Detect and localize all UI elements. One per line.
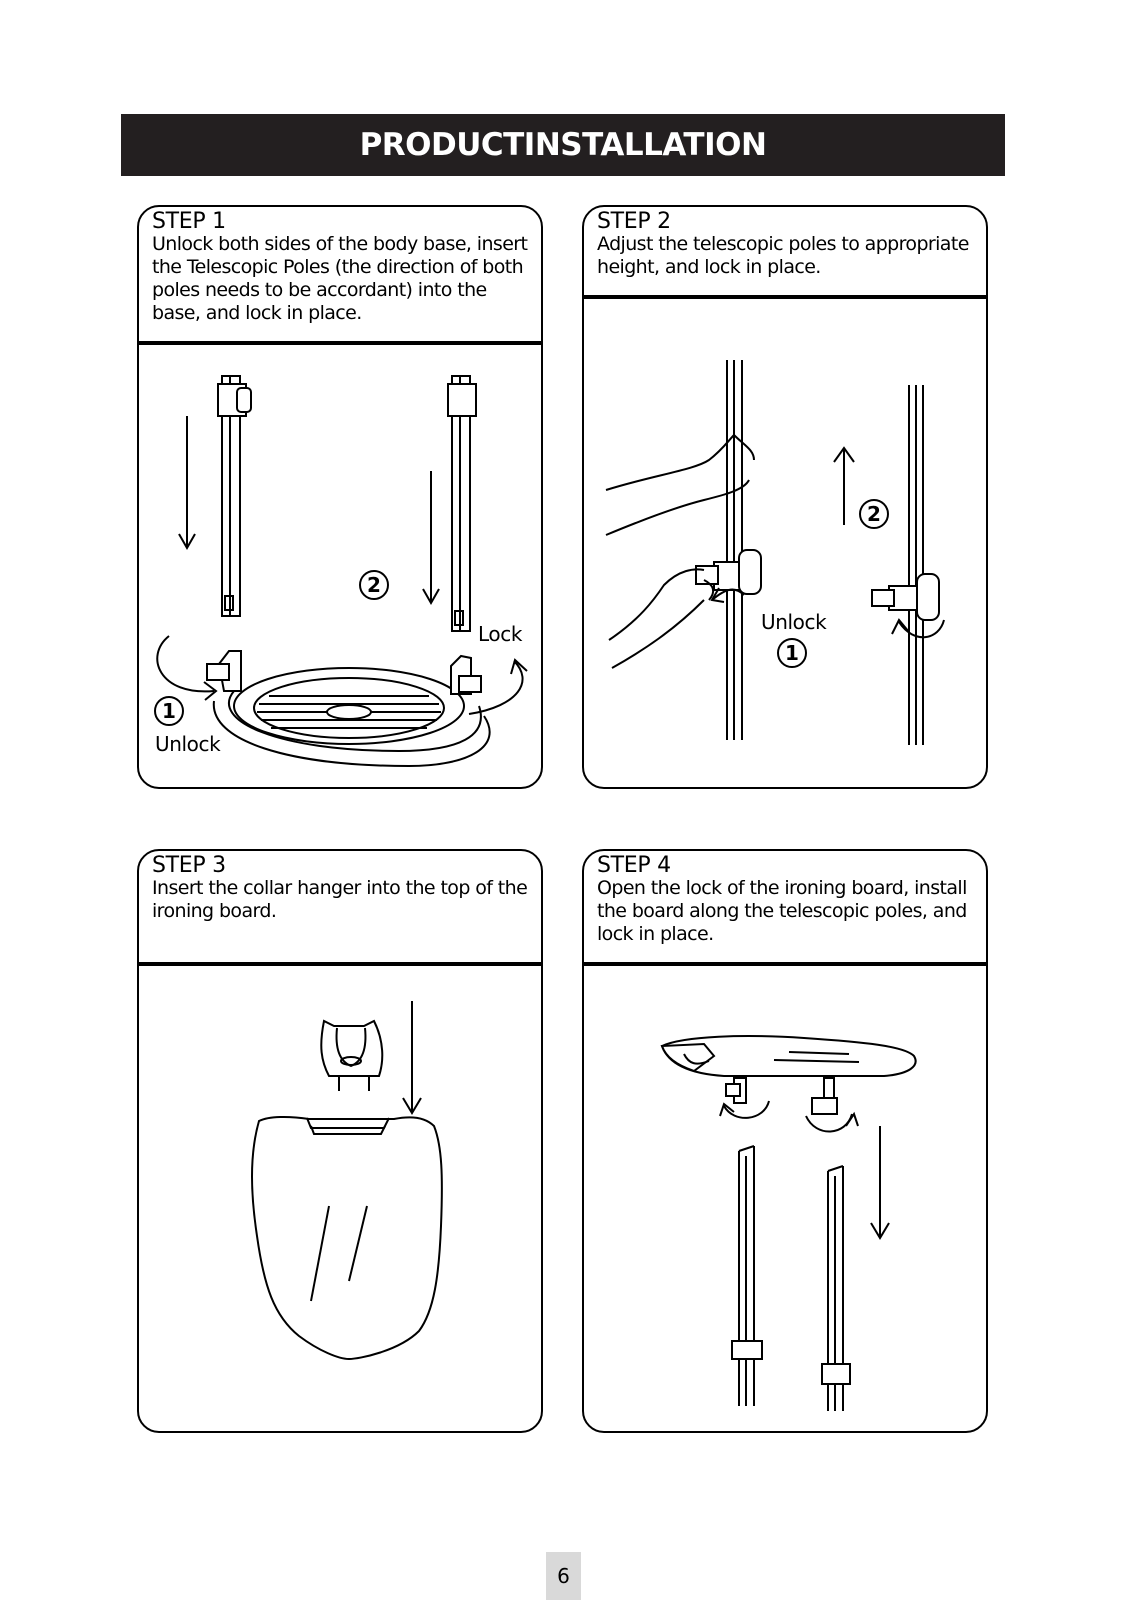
step-4-text: Open the lock of the ironing board, install the board along the telescopic poles, and lock in place. bbox=[597, 877, 967, 945]
step-2-title: STEP 2 bbox=[597, 209, 671, 234]
step-marker-2: 2 bbox=[859, 499, 889, 529]
step-4-header bbox=[584, 851, 986, 966]
step-marker-2: 2 bbox=[359, 570, 389, 600]
step-4-illustration bbox=[584, 966, 986, 1431]
lock-label: Lock bbox=[478, 622, 523, 646]
step-2-header bbox=[584, 207, 986, 299]
step-4-panel bbox=[582, 849, 988, 1433]
step-1-text: Unlock both sides of the body base, insert the Telescopic Poles (the direction of both poles needs to be accordant) into the base, and lock in place. bbox=[152, 233, 528, 324]
step-3-title: STEP 3 bbox=[152, 853, 226, 878]
step-marker-1: 1 bbox=[777, 638, 807, 668]
step-4-title: STEP 4 bbox=[597, 853, 671, 878]
step-1-illustration bbox=[139, 345, 541, 787]
step-marker-1: 1 bbox=[154, 696, 184, 726]
step-3-text: Insert the collar hanger into the top of the ironing board. bbox=[152, 877, 528, 922]
step-1-header bbox=[139, 207, 541, 345]
unlock-label: Unlock bbox=[155, 732, 221, 756]
section-title: PRODUCTINSTALLATION bbox=[359, 127, 767, 163]
section-title-banner bbox=[121, 114, 1005, 176]
step-1-panel bbox=[137, 205, 543, 789]
step-1-title: STEP 1 bbox=[152, 209, 226, 234]
base-and-poles-drawing bbox=[139, 345, 541, 787]
step-3-illustration bbox=[139, 966, 541, 1431]
step-2-text: Adjust the telescopic poles to appropriate height, and lock in place. bbox=[597, 233, 969, 278]
step-3-header bbox=[139, 851, 541, 966]
board-install-drawing bbox=[584, 966, 986, 1431]
page-number-text: 6 bbox=[557, 1564, 570, 1588]
step-2-panel bbox=[582, 205, 988, 789]
unlock-label: Unlock bbox=[761, 610, 827, 634]
step-2-illustration bbox=[584, 299, 986, 787]
collar-hanger-drawing bbox=[139, 966, 541, 1431]
step-3-panel bbox=[137, 849, 543, 1433]
telescopic-pole-adjust-drawing bbox=[584, 299, 986, 787]
page-number bbox=[546, 1552, 581, 1600]
